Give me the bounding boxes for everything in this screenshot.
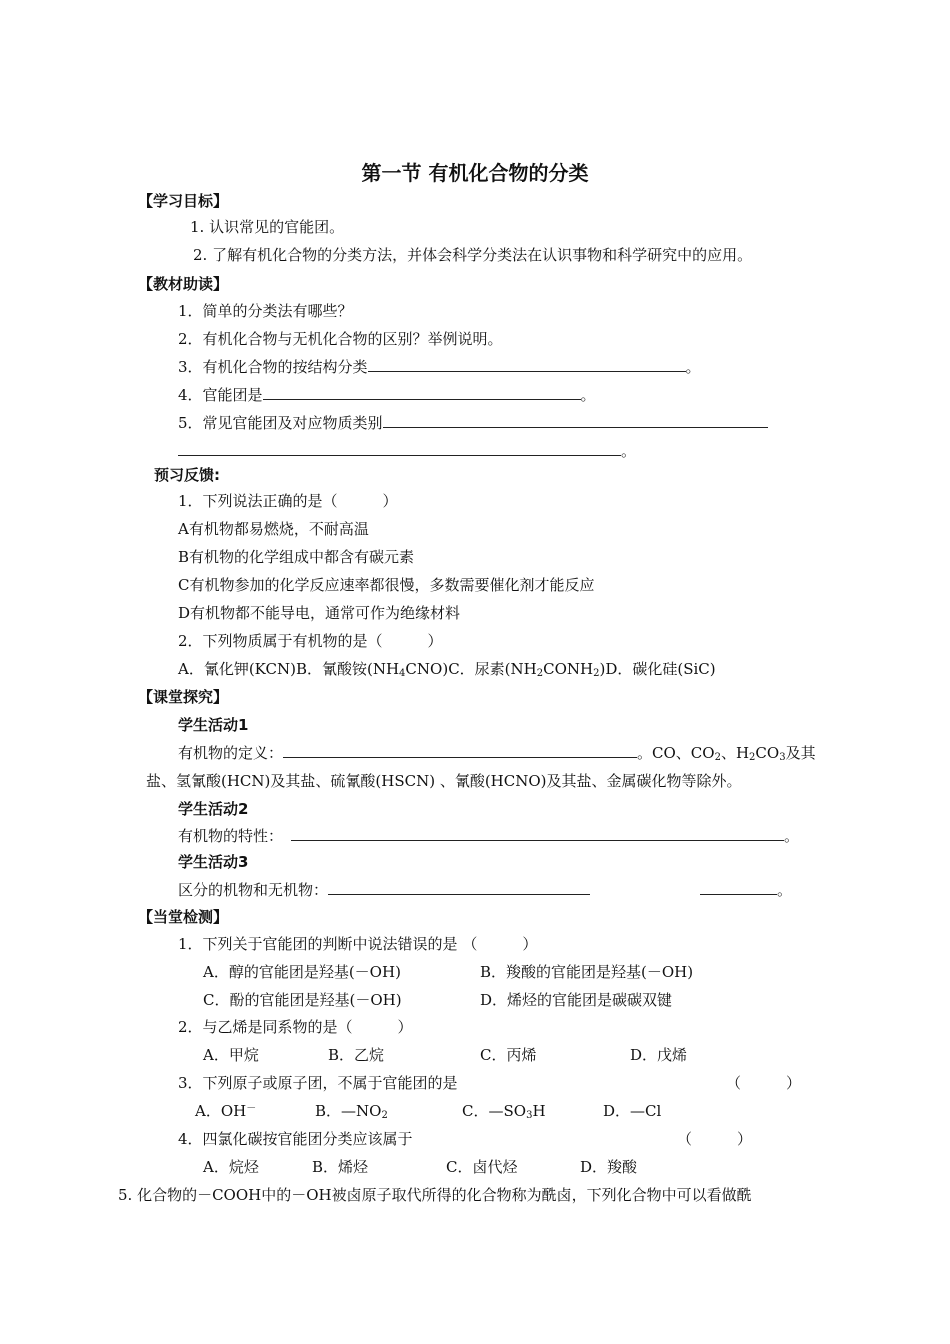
- answer-blank[interactable]: [383, 413, 768, 428]
- answer-blank[interactable]: [263, 385, 581, 400]
- activity-heading: 学生活动2: [178, 800, 249, 818]
- answer-blank[interactable]: [700, 880, 777, 895]
- option: A．OH－: [195, 1102, 257, 1120]
- option: C．酚的官能团是羟基(－OH): [203, 991, 402, 1009]
- activity-text: 盐、氢氰酸(HCN)及其盐、硫氰酸(HSCN) 、氰酸(HCNO)及其盐、金属碳化物等除外。: [146, 772, 742, 790]
- option: A．烷烃: [203, 1158, 259, 1176]
- activity-heading: 学生活动3: [178, 853, 249, 871]
- answer-blank[interactable]: [328, 880, 590, 895]
- goal-item: 1. 认识常见的官能团。: [190, 218, 345, 236]
- option: B．羧酸的官能团是羟基(－OH): [480, 963, 694, 981]
- reading-question: 4．官能团是 。: [178, 386, 596, 404]
- option: B．烯烃: [312, 1158, 369, 1176]
- activity-heading: 学生活动1: [178, 716, 249, 734]
- answer-parentheses[interactable]: （ ）: [726, 1074, 802, 1092]
- option: D．羧酸: [580, 1158, 638, 1176]
- option: A．醇的官能团是羟基(－OH): [203, 963, 401, 981]
- section-heading-preview: 预习反馈:: [154, 466, 220, 484]
- check-question: 4．四氯化碳按官能团分类应该属于: [178, 1130, 413, 1148]
- answer-blank[interactable]: [368, 357, 686, 372]
- check-question: 1．下列关于官能团的判断中说法错误的是 （ ）: [178, 935, 538, 953]
- option: C．$—SO_3H$: [462, 1102, 546, 1121]
- reading-question: 1．简单的分类法有哪些？: [178, 302, 353, 320]
- option: D．—Cl: [603, 1102, 662, 1120]
- answer-blank[interactable]: [283, 743, 637, 758]
- preview-question: 1．下列说法正确的是（ ）: [178, 492, 398, 510]
- answer-blank[interactable]: [178, 441, 621, 456]
- option: B．$—NO_2$: [315, 1102, 388, 1121]
- option: D．烯烃的官能团是碳碳双键: [480, 991, 673, 1009]
- option: D．戊烯: [630, 1046, 688, 1064]
- check-question: 5. 化合物的－COOH中的－OH被卤原子取代所得的化合物称为酰卤，下列化合物中可以看做酰: [118, 1186, 752, 1204]
- activity-text: 有机物的定义： 。CO、$CO_2$、$H_2CO_3$及其: [178, 744, 816, 763]
- option: A有机物都易燃烧，不耐高温: [178, 520, 369, 538]
- answer-blank[interactable]: [291, 826, 784, 841]
- option: C有机物参加的化学反应速率都很慢，多数需要催化剂才能反应: [178, 576, 595, 594]
- answer-parentheses[interactable]: （ ）: [677, 1130, 753, 1148]
- section-heading-goals: 【学习目标】: [138, 192, 229, 210]
- goal-item: 2. 了解有机化合物的分类方法，并体会科学分类法在认识事物和科学研究中的应用。: [193, 246, 753, 264]
- option-row: A．氰化钾(KCN)B．氰酸铵$(NH_4CNO)C$．尿素$(NH_2CONH_2)D$．碳化硅(SiC): [178, 660, 716, 679]
- option: D有机物都不能导电，通常可作为绝缘材料: [178, 604, 461, 622]
- reading-question: 5．常见官能团及对应物质类别: [178, 413, 768, 433]
- activity-text: 有机物的特性： 。: [178, 827, 800, 845]
- option: C．卤代烃: [446, 1158, 518, 1176]
- option: C．丙烯: [480, 1046, 537, 1064]
- reading-question: 3．有机化合物的按结构分类 。: [178, 358, 701, 376]
- section-heading-reading: 【教材助读】: [138, 275, 229, 293]
- reading-question: 2．有机化合物与无机化合物的区别？举例说明。: [178, 330, 503, 348]
- option: B．乙烷: [328, 1046, 385, 1064]
- option: A．甲烷: [203, 1046, 259, 1064]
- activity-text: 区分的机物和无机物： 。: [178, 881, 793, 899]
- check-question: 3．下列原子或原子团，不属于官能团的是: [178, 1074, 458, 1092]
- reading-answer-line: 。: [178, 441, 636, 461]
- section-heading-explore: 【课堂探究】: [138, 688, 229, 706]
- preview-question: 2．下列物质属于有机物的是（ ）: [178, 632, 443, 650]
- option: B有机物的化学组成中都含有碳元素: [178, 548, 415, 566]
- check-question: 2．与乙烯是同系物的是（ ）: [178, 1018, 413, 1036]
- section-heading-check: 【当堂检测】: [138, 908, 229, 926]
- page-title: 第一节 有机化合物的分类: [361, 161, 589, 185]
